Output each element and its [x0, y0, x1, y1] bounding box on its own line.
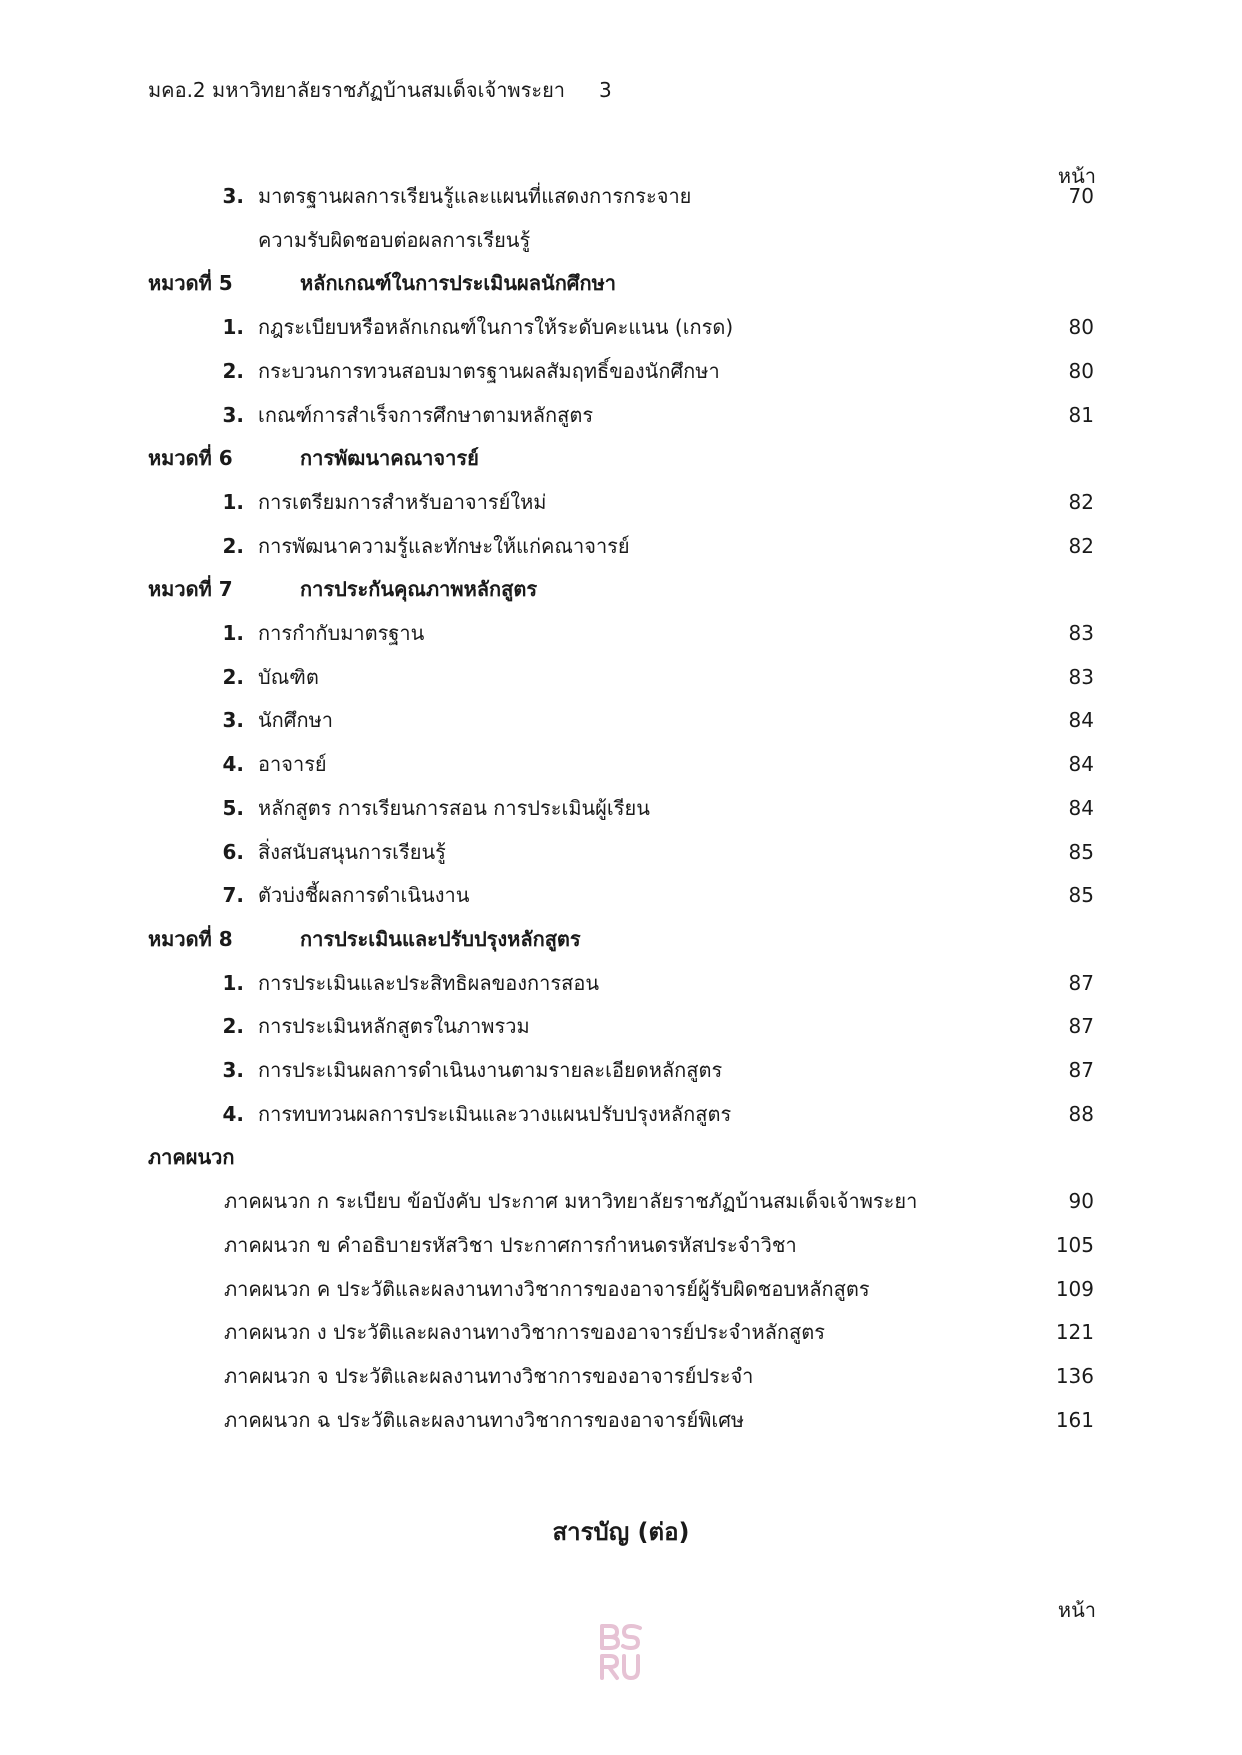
toc-item-title: กฎระเบียบหรือหลักเกณฑ์ในการให้ระดับคะแนน (เกรด)	[258, 315, 734, 340]
toc-item	[0, 877, 1242, 913]
toc-item	[0, 965, 1242, 1001]
toc-chapter-title: การประเมินและปรับปรุงหลักสูตร	[300, 926, 581, 951]
toc-item	[0, 615, 1242, 651]
toc-item-number: 2.	[222, 1014, 244, 1039]
toc-item	[0, 1008, 1242, 1044]
toc-appendix-title: ภาคผนวก จ ประวัติและผลงานทางวิชาการของอาจารย์ประจำ	[224, 1363, 754, 1388]
toc-item	[0, 702, 1242, 738]
toc-item-title: มาตรฐานผลการเรียนรู้และแผนที่แสดงการกระจาย	[258, 184, 692, 208]
toc-chapter	[0, 571, 1242, 607]
toc-appendix-item	[0, 1271, 1242, 1307]
toc-item-continuation	[0, 222, 1242, 258]
toc-item-page: 87	[1068, 1014, 1094, 1039]
toc-item	[0, 834, 1242, 870]
toc-item-page: 85	[1068, 839, 1094, 864]
toc-chapter	[0, 921, 1242, 957]
toc-item-page: 84	[1068, 752, 1094, 777]
toc-item-title: การประเมินผลการดำเนินงานตามรายละเอียดหลักสูตร	[258, 1058, 723, 1082]
toc-item-number: 1.	[222, 315, 244, 340]
toc-item-number: 1.	[222, 970, 244, 995]
toc-chapter-title: การประกันคุณภาพหลักสูตร	[300, 577, 538, 602]
toc-item-number: 3.	[222, 708, 244, 733]
toc-item-number: 2.	[222, 664, 244, 689]
page-header	[148, 74, 612, 106]
toc-item-number: 4.	[222, 1101, 244, 1126]
toc-appendix-page: 121	[1055, 1320, 1094, 1345]
toc-item-number: 3.	[222, 1058, 244, 1082]
toc-appendix-item	[0, 1183, 1242, 1219]
toc-item-page: 84	[1068, 708, 1094, 733]
toc-item-title: นักศึกษา	[258, 708, 333, 733]
toc-item-title: เกณฑ์การสำเร็จการศึกษาตามหลักสูตร	[258, 402, 594, 427]
toc-item-title: กระบวนการทวนสอบมาตรฐานผลสัมฤทธิ์ของนักศึกษา	[258, 358, 720, 383]
toc-item	[0, 178, 1242, 214]
page-column-label: หน้า	[1057, 164, 1096, 188]
toc-item	[0, 528, 1242, 564]
section-title: สารบัญ (ต่อ)	[552, 1518, 690, 1546]
toc-item-page: 87	[1068, 1058, 1094, 1082]
toc-item	[0, 1052, 1242, 1088]
toc-appendix-page: 109	[1055, 1276, 1094, 1301]
header-text: มคอ.2 มหาวิทยาลัยราชภัฏบ้านสมเด็จเจ้าพระยา	[148, 78, 566, 102]
toc-appendix-page: 161	[1055, 1407, 1094, 1432]
toc-item-number: 7.	[222, 883, 244, 908]
toc-appendix-page: 136	[1055, 1363, 1094, 1388]
toc-item	[0, 353, 1242, 389]
toc-item-number: 2.	[222, 358, 244, 383]
toc-item	[0, 309, 1242, 345]
toc-appendix-item	[0, 1402, 1242, 1438]
toc-appendix-item	[0, 1314, 1242, 1350]
toc-chapter-label: หมวดที่ 8	[148, 926, 233, 951]
bsru-logo-icon	[596, 1622, 646, 1682]
toc-item-page: 70	[1068, 184, 1094, 208]
toc-item-title-continued: ความรับผิดชอบต่อผลการเรียนรู้	[258, 227, 531, 252]
toc-chapter-title: หลักเกณฑ์ในการประเมินผลนักศึกษา	[300, 271, 617, 296]
toc-appendix-title: ภาคผนวก ข คำอธิบายรหัสวิชา ประกาศการกำหนดรหัสประจำวิชา	[224, 1232, 797, 1257]
toc-item	[0, 484, 1242, 520]
toc-item-number: 5.	[222, 795, 244, 820]
toc-item-title: การเตรียมการสำหรับอาจารย์ใหม่	[258, 489, 547, 514]
toc-item-page: 88	[1068, 1101, 1094, 1126]
toc-chapter-title: การพัฒนาคณาจารย์	[300, 446, 479, 471]
toc-item-number: 4.	[222, 752, 244, 777]
toc-item-page: 83	[1068, 664, 1094, 689]
toc-chapter	[0, 265, 1242, 301]
header-page-number: 3	[599, 78, 612, 102]
toc-item-page: 83	[1068, 621, 1094, 645]
toc-item-page: 85	[1068, 883, 1094, 908]
toc-appendix-item	[0, 1358, 1242, 1394]
toc-item	[0, 659, 1242, 695]
toc-item-page: 80	[1068, 315, 1094, 340]
toc-appendix-item	[0, 1227, 1242, 1263]
toc-item-number: 1.	[222, 621, 244, 645]
toc-appendix-title: ภาคผนวก ก ระเบียบ ข้อบังคับ ประกาศ มหาวิทยาลัยราชภัฏบ้านสมเด็จเจ้าพระยา	[224, 1189, 918, 1214]
toc-item-number: 6.	[222, 839, 244, 864]
toc-item-number: 2.	[222, 533, 244, 558]
toc-appendix-title: ภาคผนวก ค ประวัติและผลงานทางวิชาการของอาจารย์ผู้รับผิดชอบหลักสูตร	[224, 1276, 870, 1301]
toc-item-title: บัณฑิต	[258, 664, 319, 689]
toc-appendix-title: ภาคผนวก ง ประวัติและผลงานทางวิชาการของอาจารย์ประจำหลักสูตร	[224, 1320, 825, 1345]
toc-item-page: 81	[1068, 402, 1094, 427]
toc-item-title: สิ่งสนับสนุนการเรียนรู้	[258, 839, 446, 864]
toc-item-page: 80	[1068, 358, 1094, 383]
toc-item-title: การกำกับมาตรฐาน	[258, 621, 425, 645]
toc-chapter-label: หมวดที่ 7	[148, 577, 233, 602]
toc-item-page: 82	[1068, 533, 1094, 558]
toc-item-title: การพัฒนาความรู้และทักษะให้แก่คณาจารย์	[258, 533, 630, 558]
toc-item-number: 3.	[222, 184, 244, 208]
toc-item-title: การทบทวนผลการประเมินและวางแผนปรับปรุงหลักสูตร	[258, 1101, 732, 1126]
toc-appendix-heading	[0, 1139, 1242, 1175]
toc-chapter	[0, 440, 1242, 476]
section-page-label: หน้า	[1057, 1598, 1096, 1622]
toc-item-title: การประเมินหลักสูตรในภาพรวม	[258, 1014, 530, 1039]
toc-chapter-label: หมวดที่ 5	[148, 271, 233, 296]
toc-item	[0, 397, 1242, 433]
toc-item	[0, 746, 1242, 782]
bsru-logo-icon-svg	[596, 1622, 646, 1682]
toc-appendix-title: ภาคผนวก ฉ ประวัติและผลงานทางวิชาการของอาจารย์พิเศษ	[224, 1407, 745, 1432]
toc-appendix-page: 90	[1068, 1189, 1094, 1214]
toc-appendix-heading-label: ภาคผนวก	[148, 1145, 235, 1170]
toc-chapter-label: หมวดที่ 6	[148, 446, 233, 471]
toc-item-page: 87	[1068, 970, 1094, 995]
toc-item-title: การประเมินและประสิทธิผลของการสอน	[258, 970, 600, 995]
toc-item-number: 3.	[222, 402, 244, 427]
toc-item-title: ตัวบ่งชี้ผลการดำเนินงาน	[258, 883, 470, 908]
toc-appendix-page: 105	[1055, 1232, 1094, 1257]
toc-item-page: 82	[1068, 489, 1094, 514]
toc-item	[0, 790, 1242, 826]
toc-item-title: หลักสูตร การเรียนการสอน การประเมินผู้เรียน	[258, 795, 650, 820]
toc-item-page: 84	[1068, 795, 1094, 820]
toc-item-number: 1.	[222, 489, 244, 514]
toc-item	[0, 1096, 1242, 1132]
toc-item-title: อาจารย์	[258, 752, 327, 777]
